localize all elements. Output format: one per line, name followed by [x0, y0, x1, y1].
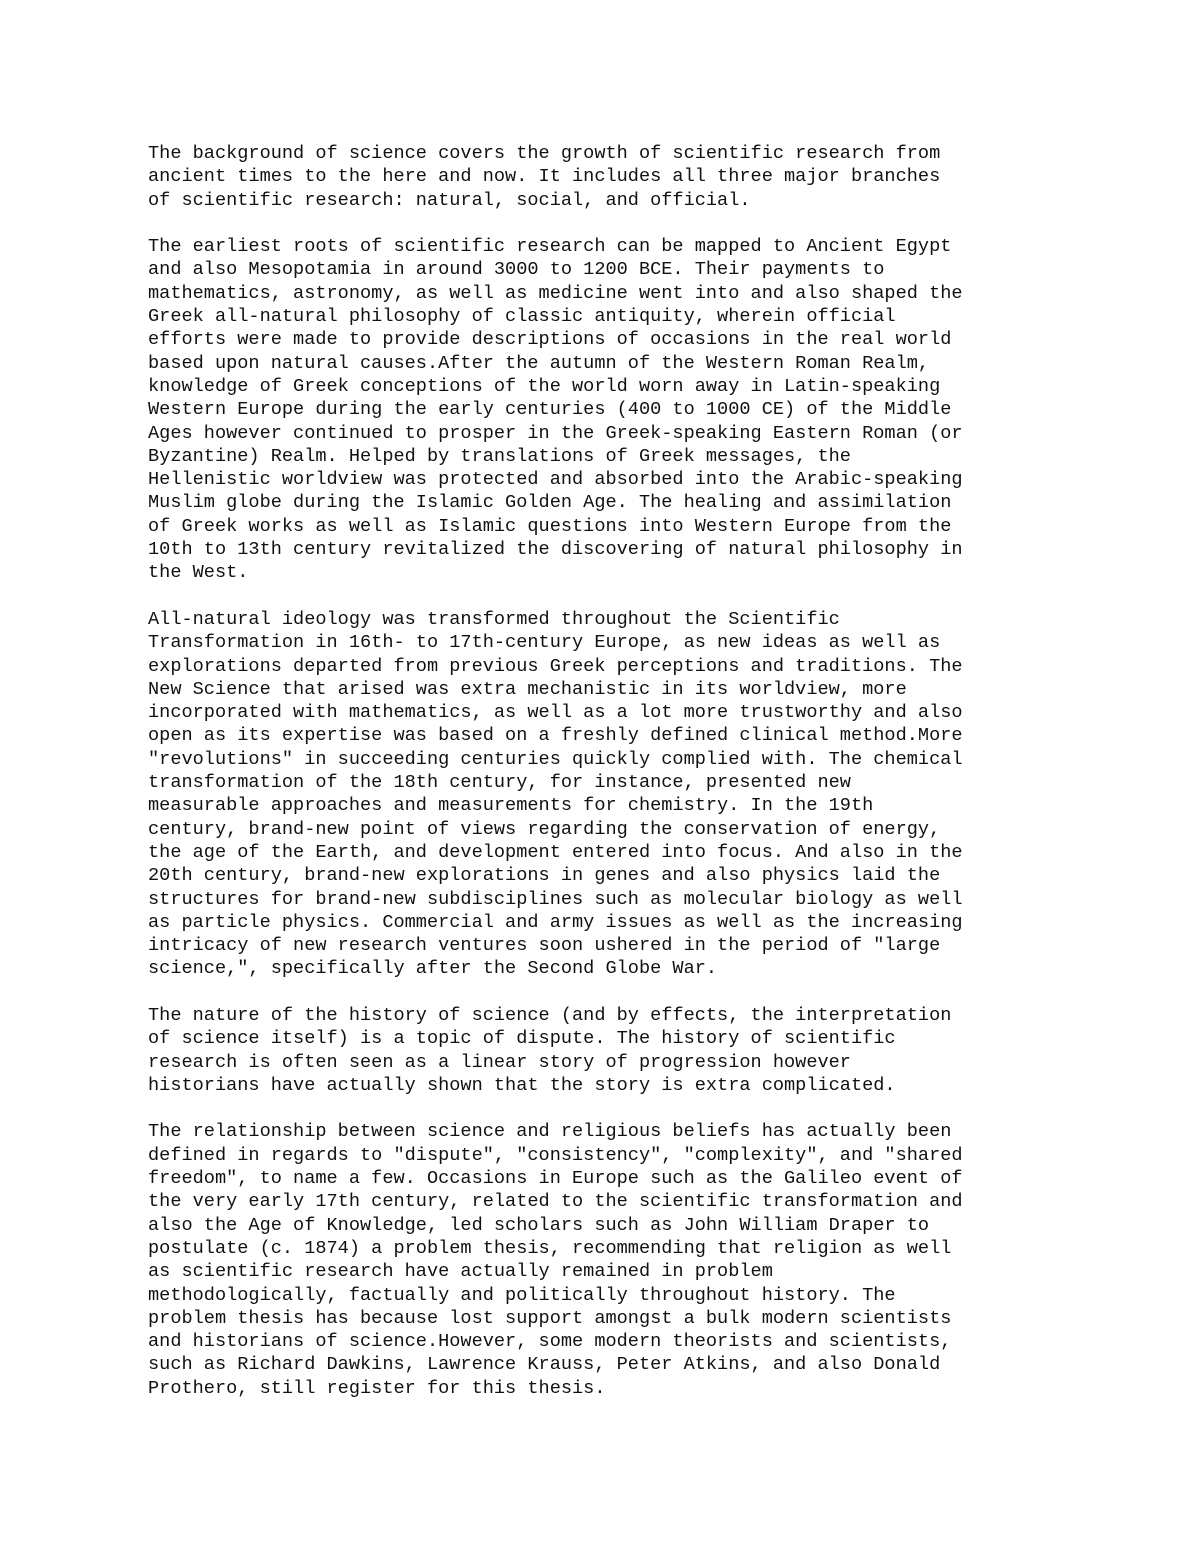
paragraph [148, 608, 1088, 981]
text-line: postulate (c. 1874) a problem thesis, recommending that religion as well [148, 1237, 952, 1259]
text-line: All-natural ideology was transformed throughout the Scientific [148, 608, 840, 630]
text-line: problem thesis has because lost support amongst a bulk modern scientists [148, 1307, 952, 1329]
text-line: intricacy of new research ventures soon ushered in the period of "large [148, 935, 941, 957]
text-line: Greek all-natural philosophy of classic antiquity, wherein official [148, 306, 896, 328]
text-line: as scientific research have actually remained in problem [148, 1261, 773, 1283]
text-line: Transformation in 16th- to 17th-century Europe, as new ideas as well as [148, 632, 941, 654]
text-line: incorporated with mathematics, as well as a lot more trustworthy and also [148, 702, 963, 724]
text-line: The nature of the history of science (and by effects, the interpretation [148, 1004, 952, 1026]
text-line: 20th century, brand-new explorations in genes and also physics laid the [148, 865, 941, 887]
text-line: defined in regards to "dispute", "consistency", "complexity", and "shared [148, 1144, 963, 1166]
text-line: also the Age of Knowledge, led scholars such as John William Draper to [148, 1214, 930, 1236]
text-line: based upon natural causes.After the autumn of the Western Roman Realm, [148, 352, 930, 374]
text-line: mathematics, astronomy, as well as medicine went into and also shaped the [148, 282, 963, 304]
paragraph [148, 142, 1088, 212]
text-line: historians have actually shown that the story is extra complicated. [148, 1074, 896, 1096]
document-body [148, 142, 1088, 1423]
text-line: as particle physics. Commercial and army issues as well as the increasing [148, 911, 963, 933]
text-line: such as Richard Dawkins, Lawrence Krauss, Peter Atkins, and also Donald [148, 1354, 941, 1376]
text-line: ancient times to the here and now. It includes all three major branches [148, 166, 941, 188]
text-line: of science itself) is a topic of dispute. The history of scientific [148, 1028, 896, 1050]
text-line: 10th to 13th century revitalized the discovering of natural philosophy in [148, 539, 963, 561]
text-line: "revolutions" in succeeding centuries quickly complied with. The chemical [148, 748, 963, 770]
paragraph [148, 235, 1088, 584]
text-line: structures for brand-new subdisciplines such as molecular biology as well [148, 888, 963, 910]
text-line: knowledge of Greek conceptions of the world worn away in Latin-speaking [148, 375, 941, 397]
text-line: of Greek works as well as Islamic questions into Western Europe from the [148, 515, 952, 537]
text-line: The earliest roots of scientific research can be mapped to Ancient Egypt [148, 236, 952, 258]
text-line: freedom", to name a few. Occasions in Europe such as the Galileo event of [148, 1168, 963, 1190]
paragraph [148, 1004, 1088, 1097]
text-line: Byzantine) Realm. Helped by translations of Greek messages, the [148, 445, 851, 467]
text-line: Western Europe during the early centuries (400 to 1000 CE) of the Middle [148, 399, 952, 421]
text-line: century, brand-new point of views regarding the conservation of energy, [148, 818, 941, 840]
text-line: methodologically, factually and politically throughout history. The [148, 1284, 896, 1306]
text-line: research is often seen as a linear story of progression however [148, 1051, 851, 1073]
text-line: and also Mesopotamia in around 3000 to 1200 BCE. Their payments to [148, 259, 885, 281]
text-line: explorations departed from previous Greek perceptions and traditions. The [148, 655, 963, 677]
text-line: transformation of the 18th century, for instance, presented new [148, 772, 851, 794]
text-line: the age of the Earth, and development entered into focus. And also in the [148, 841, 963, 863]
text-line: The relationship between science and religious beliefs has actually been [148, 1121, 952, 1143]
text-line: The background of science covers the growth of scientific research from [148, 143, 941, 164]
text-line: the very early 17th century, related to the scientific transformation and [148, 1191, 963, 1213]
text-line: science,", specifically after the Second Globe War. [148, 958, 718, 980]
text-line: open as its expertise was based on a freshly defined clinical method.More [148, 725, 963, 747]
text-line: Muslim globe during the Islamic Golden Age. The healing and assimilation [148, 492, 952, 514]
text-line: Ages however continued to prosper in the Greek-speaking Eastern Roman (or [148, 422, 963, 444]
text-line: of scientific research: natural, social, and official. [148, 189, 751, 211]
text-line: Hellenistic worldview was protected and absorbed into the Arabic-speaking [148, 469, 963, 491]
text-line: New Science that arised was extra mechanistic in its worldview, more [148, 678, 907, 700]
text-line: the West. [148, 562, 249, 584]
text-line: Prothero, still register for this thesis. [148, 1377, 606, 1399]
text-line: efforts were made to provide descriptions of occasions in the real world [148, 329, 952, 351]
paragraph [148, 1120, 1088, 1400]
text-line: and historians of science.However, some modern theorists and scientists, [148, 1331, 952, 1353]
text-line: measurable approaches and measurements for chemistry. In the 19th [148, 795, 874, 817]
